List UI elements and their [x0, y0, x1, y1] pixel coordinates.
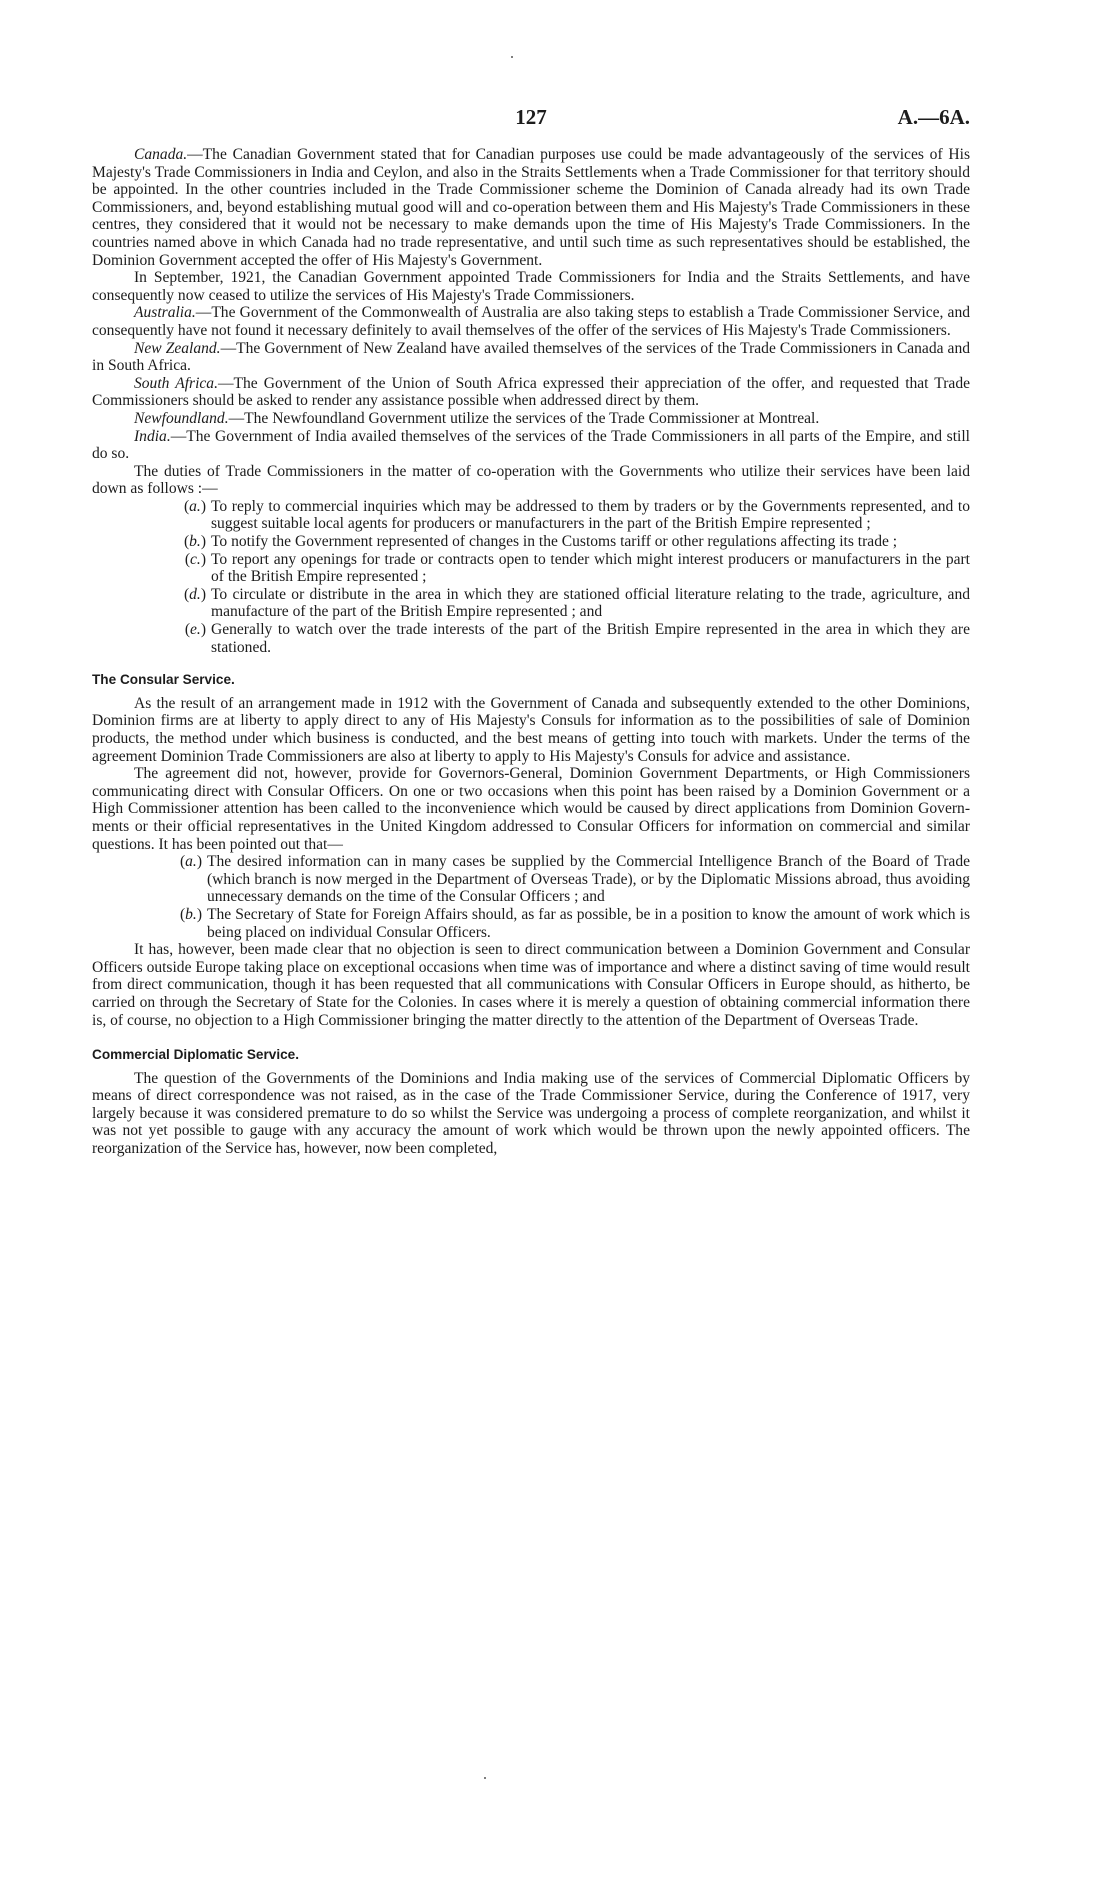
- paragraph-duties: The duties of Trade Commissioners in the matter of co-operation with the Governments who utilize their services have been laid down as follows :—: [92, 462, 970, 498]
- text-australia: —The Government of the Commonwealth of Australia are also taking steps to establish a Trade Commissioner Service, and consequently have not found it necessary definitely to avail themselves of the offer of the services of His Majesty's Trade Commissioners.: [92, 304, 970, 339]
- paragraph-new-zealand: [92, 340, 970, 375]
- paragraph-consular-3: It has, however, been made clear that no objection is seen to direct communication between a Dominion Government and Consular Officers outside Europe taking place on exceptional occasions when time was of importance and where a distinct saving of time would result from direct communication, though it has been requested that all communications with Consular Officers in Europe should, as hitherto, be carried on through the Secretary of State for the Colonies. In cases where it is merely a question of obtaining commercial information there is, of course, no objection to a High Commissioner bringing the matter directly to the attention of the Department of Overseas Trade.: [92, 941, 970, 1029]
- list-item: (b.) To notify the Government represented of changes in the Customs tariff or other regulations affecting its trade ;: [174, 533, 970, 551]
- list-item-text: To circulate or distribute in the area in which they are stationed official literature relating to the trade, agriculture, and manufacture of the part of the British Empire represented ; and: [211, 585, 970, 621]
- caption-south-africa: South Africa.: [134, 374, 218, 392]
- duties-list: [92, 498, 970, 656]
- list-item: (b.) The Secretary of State for Foreign Affairs should, as far as possible, be in a position to know the amount of work which is being placed on individual Consular Officers.: [179, 905, 970, 941]
- paragraph-september-1921: In September, 1921, the Canadian Government appointed Trade Commissioners for India and the Straits Settlements, and have consequently now ceased to utilize the services of His Majesty's Trade Commissioners.: [92, 269, 970, 304]
- paragraph-india: [92, 428, 970, 463]
- speck-mark: [484, 1777, 486, 1779]
- text-new-zealand: —The Government of New Zealand have availed themselves of the services of the Trade Commissioners in Canada and in South Africa.: [92, 339, 970, 375]
- paragraph-canada: [92, 146, 970, 269]
- consular-list: [92, 853, 970, 941]
- section-heading-consular: The Consular Service.: [92, 672, 235, 688]
- paragraph-newfoundland: [92, 410, 970, 428]
- list-item-label: b.: [185, 905, 197, 923]
- text-newfoundland: —The Newfoundland Government utilize the services of the Trade Commissioner at Montreal.: [228, 409, 820, 427]
- list-item: (c.) To report any openings for trade or contracts open to tender which might interest producers or manufacturers in the part of the British Empire represented ;: [184, 550, 970, 586]
- list-item-text: To notify the Government represented of changes in the Customs tariff or other regulations affecting its trade ;: [211, 533, 898, 551]
- paragraph-consular-1: As the result of an arrangement made in 1912 with the Government of Canada and subsequently extended to the other Dominions, Dominion firms are at liberty to apply direct to any of His Majesty's Consuls for information as to the possibilities of sale of Dominion products, the method under which business is conducted, and the best means of getting into touch with markets. Under the terms of the agreement Dominion Trade Commissioners are also at liberty to apply to His Majesty's Consuls for advice and assistance.: [92, 694, 970, 765]
- list-item-text: The Secretary of State for Foreign Affairs should, as far as possible, be in a position to know the amount of work which is being placed on individual Consular Officers.: [207, 905, 970, 941]
- list-item-label: c.: [190, 550, 201, 568]
- list-item-label: e.: [190, 621, 201, 639]
- list-item-label: a.: [189, 497, 201, 515]
- text-india: —The Government of India availed themselves of the services of the Trade Commissioners in all parts of the Empire, and still do so.: [92, 427, 970, 463]
- paragraph-consular-2: The agreement did not, however, provide for Governors-General, Dominion Government Departments, or High Commissioners communicating direct with Consular Officers. On one or two occasions when this point has been raised by a Dominion Government or a High Commissioner attention has been called to the inconvenience which would be caused by direct applications from Dominion Governments or their official representatives in the United Kingdom addressed to Consular Officers for information on commercial and similar questions. It has been pointed out that—: [92, 765, 970, 853]
- caption-canada: Canada.: [134, 146, 188, 163]
- page-number: 127: [515, 105, 547, 129]
- list-item-label: d.: [189, 585, 201, 603]
- list-item-label: a.: [185, 853, 197, 871]
- paragraph-south-africa: [92, 375, 970, 410]
- list-item: (a.) To reply to commercial inquiries which may be addressed to them by traders or by the Governments represented, and to suggest suitable local agents for producers or manufacturers in the part of the British Empire represented ;: [183, 497, 970, 533]
- paragraph-australia: [92, 304, 970, 339]
- text-south-africa: —The Government of the Union of South Africa expressed their appreciation of the offer, and requested that Trade Commissioners should be asked to render any assistance possible when addressed direct by them.: [92, 374, 970, 410]
- caption-newfoundland: Newfoundland.: [134, 409, 229, 427]
- text-canada: —The Canadian Government stated that for Canadian purposes use could be made advantageously of the services of His Majesty's Trade Commissioners in India and Ceylon, and also in the Straits Settlements when a Trade Commissioner for that territory should be appointed. In the other countries included in the Trade Commissioner scheme the Dominion of Canada already had its own Trade Commissioners, and, beyond establishing mutual good will and co-operation between them and His Majesty's Trade Commissioners in these centres, they considered that it would not be necessary to make demands upon the time of His Majesty's Trade Commissioners. In the countries named above in which Canada had no trade representative, and until such time as such representatives should be established, the Dominion Government accepted the offer of His Majesty's Government.: [92, 146, 970, 269]
- speck-mark: [511, 56, 513, 58]
- page-header: [92, 105, 970, 135]
- caption-australia: Australia.: [134, 304, 196, 322]
- list-item: (e.) Generally to watch over the trade interests of the part of the British Empire represented in the area in which they are stationed.: [184, 621, 970, 656]
- list-item-text: The desired information can in many cases be supplied by the Commercial Intelligence Branch of the Board of Trade (which branch is now merged in the Department of Overseas Trade), or by the Diplomatic Missions abroad, thus avoiding unnecessary demands on the time of the Consular Officers ; and: [207, 853, 970, 906]
- list-item-text: Generally to watch over the trade interests of the part of the British Empire represented in the area in which they are stationed.: [211, 621, 970, 656]
- document-reference: A.—6A.: [897, 105, 970, 129]
- list-item-text: To report any openings for trade or contracts open to tender which might interest producers or manufacturers in the part of the British Empire represented ;: [211, 550, 970, 586]
- caption-india: India.: [134, 427, 171, 445]
- list-item: (a.) The desired information can in many cases be supplied by the Commercial Intelligence Branch of the Board of Trade (which branch is now merged in the Department of Overseas Trade), or by the Diplomatic Missions abroad, thus avoiding unnecessary demands on the time of the Consular Officers ; and: [179, 853, 970, 906]
- page-body: [92, 146, 970, 1158]
- list-item: (d.) To circulate or distribute in the area in which they are stationed official literature relating to the trade, agriculture, and manufacture of the part of the British Empire represented ; and: [183, 585, 970, 621]
- paragraph-diplomatic-1: The question of the Governments of the Dominions and India making use of the services of Commercial Diplomatic Officers by means of direct correspondence was not raised, as in the case of the Trade Commissioner Service, during the Conference of 1917, very largely because it was considered premature to do so whilst the Service was undergoing a process of complete reorganization, and whilst it was not yet possible to gauge with any accuracy the amount of work which would be thrown upon the newly appointed officers. The reorganization of the Service has, however, now been completed,: [92, 1069, 970, 1158]
- list-item-text: To reply to commercial inquiries which may be addressed to them by traders or by the Governments represented, and to suggest suitable local agents for producers or manufacturers in the part of the British Empire represented ;: [211, 497, 970, 533]
- list-item-label: b.: [189, 533, 201, 551]
- section-heading-diplomatic: Commercial Diplomatic Service.: [92, 1047, 300, 1063]
- caption-new-zealand: New Zealand.: [134, 339, 221, 357]
